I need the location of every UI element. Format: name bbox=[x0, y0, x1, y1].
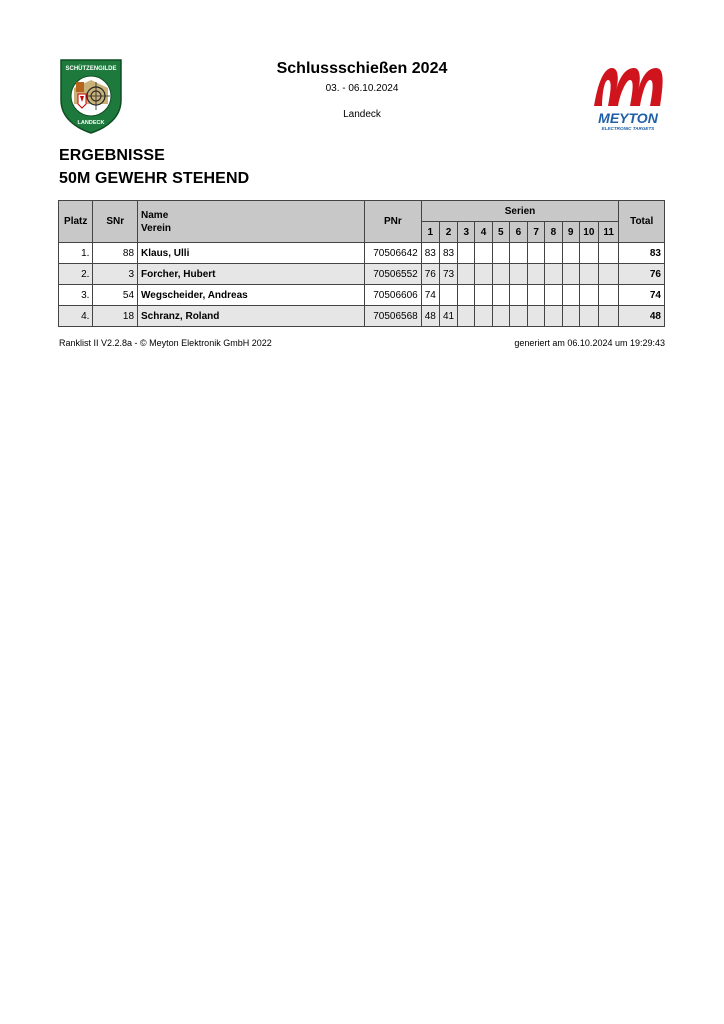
footer-generated: generiert am 06.10.2024 um 19:29:43 bbox=[514, 338, 665, 348]
cell-total: 83 bbox=[619, 243, 665, 264]
results-body bbox=[59, 243, 665, 327]
cell-pnr: 70506642 bbox=[364, 243, 421, 264]
cell-series bbox=[439, 285, 457, 306]
col-series-6: 6 bbox=[509, 222, 527, 243]
cell-platz: 1. bbox=[59, 243, 93, 264]
cell-series bbox=[598, 264, 618, 285]
cell-series bbox=[562, 264, 579, 285]
event-title: Schlussschießen 2024 bbox=[276, 60, 448, 77]
cell-snr: 88 bbox=[93, 243, 138, 264]
cell-series: 83 bbox=[421, 243, 439, 264]
meyton-logo-text: MEYTON bbox=[598, 110, 658, 126]
table-row bbox=[59, 306, 665, 327]
cell-pnr: 70506552 bbox=[364, 264, 421, 285]
discipline-heading: 50M GEWEHR STEHEND bbox=[59, 170, 250, 187]
cell-series bbox=[509, 243, 527, 264]
col-name: Name bbox=[141, 209, 169, 221]
cell-name: Forcher, Hubert bbox=[138, 264, 365, 285]
cell-series: 74 bbox=[421, 285, 439, 306]
col-series-4: 4 bbox=[475, 222, 492, 243]
cell-series bbox=[528, 306, 545, 327]
cell-series bbox=[492, 243, 509, 264]
results-table bbox=[58, 200, 665, 327]
cell-series bbox=[545, 243, 562, 264]
cell-series bbox=[475, 285, 492, 306]
cell-platz: 2. bbox=[59, 264, 93, 285]
col-series-11: 11 bbox=[598, 222, 618, 243]
cell-series bbox=[562, 243, 579, 264]
cell-series bbox=[475, 264, 492, 285]
meyton-logo-subtext: ELECTRONIC TARGETS bbox=[601, 126, 655, 131]
cell-series bbox=[492, 306, 509, 327]
cell-series bbox=[509, 306, 527, 327]
cell-series: 83 bbox=[439, 243, 457, 264]
col-series-10: 10 bbox=[579, 222, 598, 243]
cell-series bbox=[528, 285, 545, 306]
col-series-1: 1 bbox=[421, 222, 439, 243]
cell-series bbox=[579, 264, 598, 285]
cell-series: 41 bbox=[439, 306, 457, 327]
cell-series bbox=[562, 306, 579, 327]
cell-series bbox=[458, 285, 475, 306]
col-series-5: 5 bbox=[492, 222, 509, 243]
cell-series bbox=[562, 285, 579, 306]
cell-snr: 3 bbox=[93, 264, 138, 285]
club-logo-bottom-text: LANDECK bbox=[77, 120, 105, 126]
cell-platz: 4. bbox=[59, 306, 93, 327]
cell-series bbox=[545, 306, 562, 327]
table-row bbox=[59, 285, 665, 306]
col-verein: Verein bbox=[141, 222, 172, 234]
cell-series bbox=[509, 285, 527, 306]
cell-series bbox=[579, 243, 598, 264]
cell-series bbox=[598, 285, 618, 306]
club-logo-top-text: SCHÜTZENGILDE bbox=[65, 66, 117, 72]
col-series-7: 7 bbox=[528, 222, 545, 243]
cell-total: 76 bbox=[619, 264, 665, 285]
col-total: Total bbox=[619, 201, 665, 243]
cell-series bbox=[509, 264, 527, 285]
col-series-9: 9 bbox=[562, 222, 579, 243]
cell-series bbox=[579, 285, 598, 306]
cell-platz: 3. bbox=[59, 285, 93, 306]
cell-series bbox=[598, 243, 618, 264]
table-row bbox=[59, 243, 665, 264]
col-series-2: 2 bbox=[439, 222, 457, 243]
col-series-8: 8 bbox=[545, 222, 562, 243]
cell-name: Wegscheider, Andreas bbox=[138, 285, 365, 306]
event-location: Landeck bbox=[343, 109, 381, 120]
col-platz: Platz bbox=[59, 201, 93, 243]
cell-snr: 54 bbox=[93, 285, 138, 306]
table-row bbox=[59, 264, 665, 285]
cell-name: Schranz, Roland bbox=[138, 306, 365, 327]
cell-total: 74 bbox=[619, 285, 665, 306]
cell-series bbox=[492, 264, 509, 285]
col-series-3: 3 bbox=[458, 222, 475, 243]
cell-series bbox=[458, 306, 475, 327]
cell-series bbox=[598, 306, 618, 327]
cell-series bbox=[528, 264, 545, 285]
cell-series bbox=[545, 264, 562, 285]
col-pnr: PNr bbox=[364, 201, 421, 243]
cell-name: Klaus, Ulli bbox=[138, 243, 365, 264]
cell-series: 48 bbox=[421, 306, 439, 327]
cell-series bbox=[458, 264, 475, 285]
cell-series bbox=[475, 243, 492, 264]
cell-series bbox=[458, 243, 475, 264]
cell-series: 73 bbox=[439, 264, 457, 285]
col-name-verein bbox=[138, 201, 365, 243]
cell-series bbox=[528, 243, 545, 264]
event-date: 03. - 06.10.2024 bbox=[325, 83, 399, 94]
cell-pnr: 70506568 bbox=[364, 306, 421, 327]
footer-software: Ranklist II V2.2.8a - © Meyton Elektronik GmbH 2022 bbox=[59, 338, 272, 348]
results-heading: ERGEBNISSE bbox=[59, 147, 165, 164]
cell-series bbox=[579, 306, 598, 327]
cell-total: 48 bbox=[619, 306, 665, 327]
col-serien: Serien bbox=[421, 201, 619, 222]
col-snr: SNr bbox=[93, 201, 138, 243]
cell-series bbox=[475, 306, 492, 327]
cell-series bbox=[545, 285, 562, 306]
cell-series: 76 bbox=[421, 264, 439, 285]
cell-snr: 18 bbox=[93, 306, 138, 327]
cell-pnr: 70506606 bbox=[364, 285, 421, 306]
cell-series bbox=[492, 285, 509, 306]
